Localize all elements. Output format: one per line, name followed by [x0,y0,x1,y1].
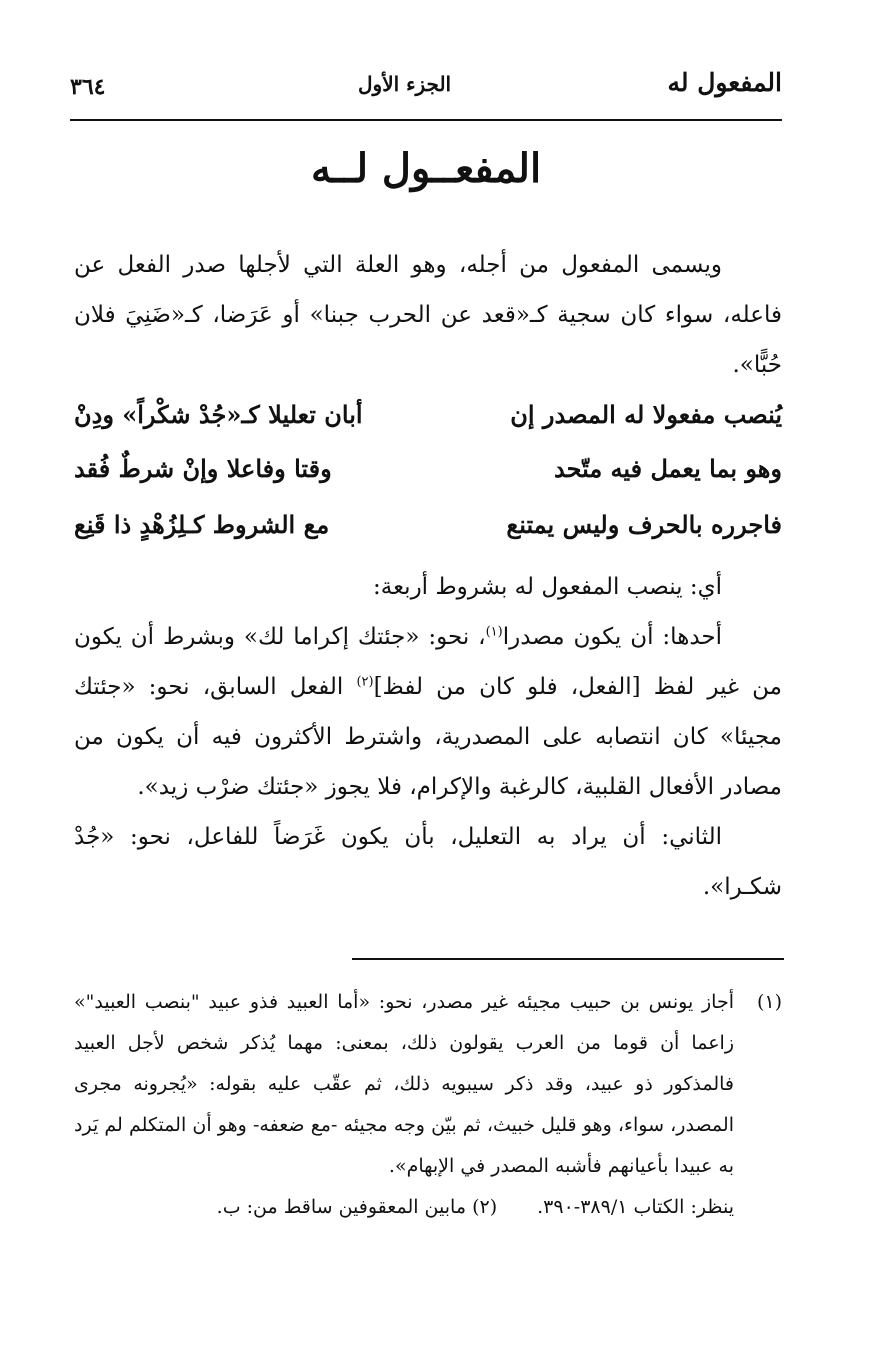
intro-text: ويسمى المفعول من أجله، وهو العلة التي لأجلها صدر الفعل عن فاعله، سواء كان سجية كـ«قعد عن الحرب جبنا» أو عَرَضا، كـ«ضَنِيَ فلان حُبًّا». [74,252,782,378]
first-condition-part-a: أحدها: أن يكون مصدرا [502,624,723,650]
footnote-ref-1[interactable]: (١) [485,624,503,640]
header-section-title: المفعول له [667,68,782,97]
first-condition [74,612,782,812]
page-number: ٣٦٤ [70,74,106,100]
second-condition: الثاني: أن يراد به التعليل، بأن يكون غَرَضاً للفاعل، نحو: «جُدْ شكـرا». [74,824,782,900]
verse-line-2 [74,454,782,504]
conditions-intro: أي: ينصب المفعول له بشروط أربعة: [373,574,722,600]
footnote-source-line [74,1187,782,1228]
running-header [70,68,782,108]
header-divider [70,119,782,121]
chapter-title: المفعــول لــه [310,145,542,192]
first-condition-part-b: ، نحو: «جئتك إكراما لك» وبشرط أن يكون من غير لفظ [الفعل، فلو كان من لفظ] [74,624,783,700]
verse-2-first-hemistich: وهو بما يعمل فيه متّحد [553,454,782,483]
first-condition-part-c: الفعل السابق، نحو: «جئتك مجيئا» كان انتصابه على المصدرية، واشترط الأكثرون فيه أن يكون من مصادر الأفعال القلبية، كالرغبة والإكرام، فلا يجوز «جئتك ضرْب زيد». [74,674,782,800]
verse-1-first-hemistich: يُنصب مفعولا له المصدر إن [510,400,782,429]
footnote-1-source: ينظر: الكتاب ٣٨٩/١-٣٩٠. [537,1196,734,1218]
explanation-section [74,562,782,912]
footnote-1-number: (١) [756,991,782,1013]
footnote-ref-2[interactable]: (٢) [356,674,374,690]
verse-line-1 [74,400,782,450]
header-volume: الجزء الأول [358,72,452,96]
intro-paragraph [74,240,782,390]
footnote-divider [352,958,784,960]
footnotes [74,982,782,1228]
footnote-1 [74,982,782,1187]
verse-line-3 [74,510,782,560]
verse-3-second-hemistich: مع الشروط كـلِزُهْدٍ ذا قَنِع [74,510,330,539]
footnote-1-text: أجاز يونس بن حبيب مجيئه غير مصدر، نحو: «أما العبيد فذو عبيد "بنصب العبيد"» زاعما أن قوما من العرب يقولون ذلك، بمعنى: مهما يُذكر شخص لأجل العبيد فالمذكور ذو عبيد، وقد ذكر سيبويه ذلك، ثم عقّب عليه بقوله: «يُجرونه مجرى المصدر، سواء، وهو قليل خبيث، ثم بيّن وجه مجيئه -مع ضعفه- وهو أن المتكلم لم يَرد به عبيدا بأعيانهم فأشبه المصدر في الإبهام». [74,991,734,1177]
verse-1-second-hemistich: أبان تعليلا كـ«جُدْ شكْراً» ودِنْ [74,400,363,429]
verse-3-first-hemistich: فاجرره بالحرف وليس يمتنع [506,510,782,539]
footnote-2-number: (٢) [472,1196,498,1218]
verse-2-second-hemistich: وقتا وفاعلا وإنْ شرطٌ فُقد [74,454,332,483]
footnote-2-text: مابين المعقوفين ساقط من: ب. [216,1196,467,1218]
